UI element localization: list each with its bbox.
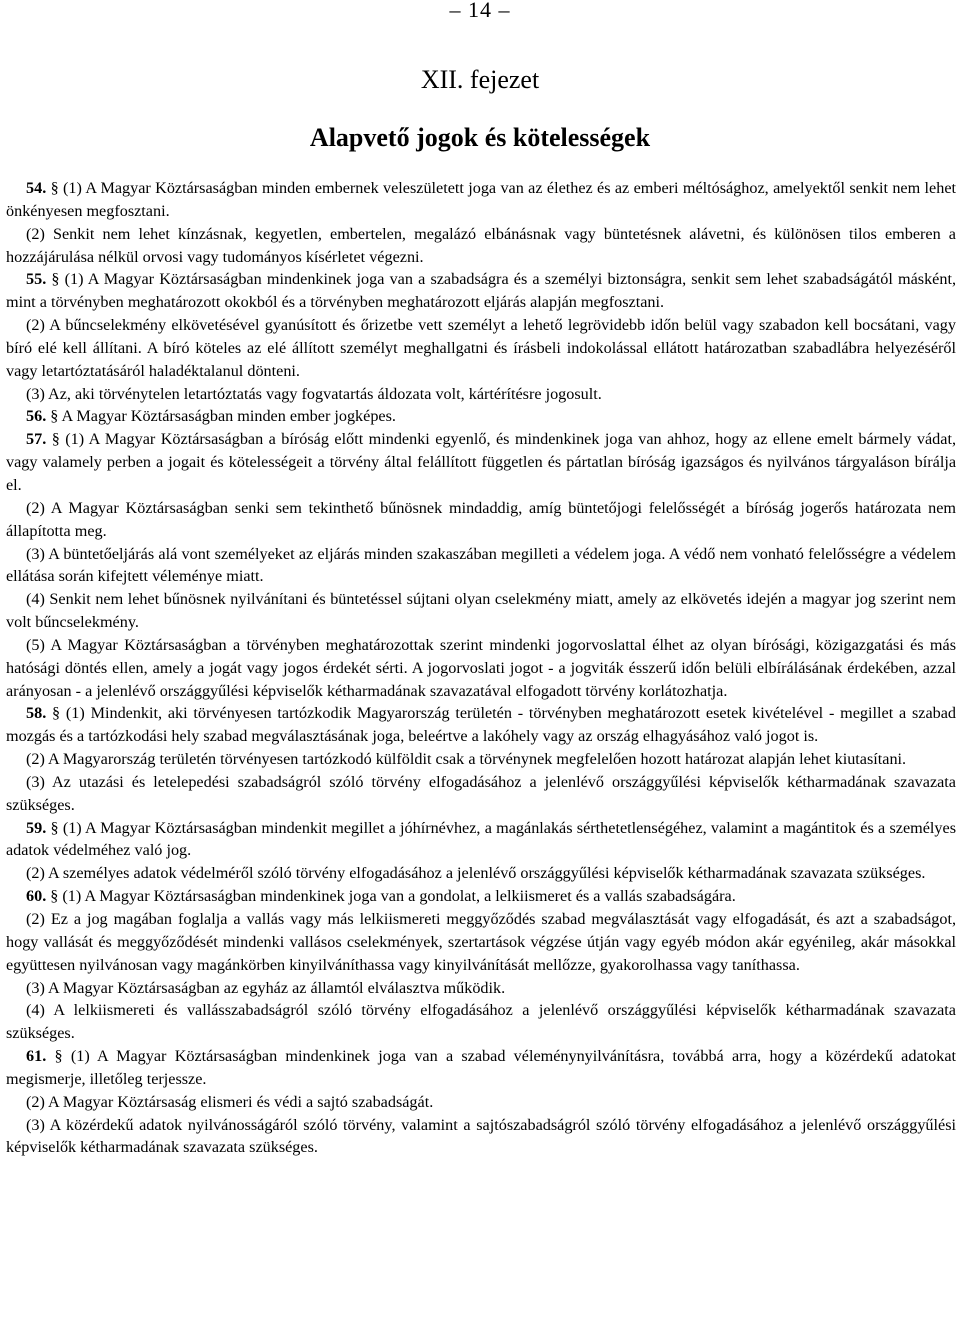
paragraph [6, 1091, 956, 1114]
paragraph [6, 268, 956, 314]
paragraph-text: § (1) A Magyar Köztársaságban mindenkinek joga van a szabadságra és a személyi biztonságra, senkit sem lehet szabadságától másként, mint a törvényben meghatározott okokból és a törvényben meghatározott eljárás alapján megfosztani. [6, 270, 956, 312]
article-number: 61. [26, 1047, 47, 1066]
paragraph [6, 999, 956, 1045]
paragraph [6, 1114, 956, 1160]
paragraph-text: (2) Senkit nem lehet kínzásnak, kegyetlen, embertelen, megalázó elbánásnak vagy büntetésnek alávetni, és különösen tilos emberen a hozzájárulása nélkül orvosi vagy tudományos kísérletet végezni. [6, 224, 956, 266]
section-title: Alapvető jogok és kötelességek [309, 123, 651, 152]
paragraph-text: (5) A Magyar Köztársaságban a törvényben meghatározottak szerint mindenki jogorvoslattal élhet az olyan bírósági, közigazgatási és más hatósági döntés ellen, amely a jogát vagy jogos érdekét sérti. A jogorvoslati jogot - a jogviták ésszerű időn belüli elbírálásának érdekében, azzal arányosan - a jelenlévő országgyűlési képviselők kétharmadának szavazatával elfogadott törvény korlátozhatja. [6, 635, 956, 700]
paragraph-text: § (1) A Magyar Köztársaságban a bíróság előtt mindenki egyenlő, és mindenkinek joga van ahhoz, hogy az ellene emelt bármely vádat, vagy valamely perben a jogait és kötelességeit a törvény által felállított független és pártatlan bíróság igazságos és nyilvános tárgyaláson bírálja el. [6, 430, 956, 494]
paragraph-text: (2) A Magyarország területén törvényesen tartózkodó külföldit csak a törvénynek megfelelően hozott határozat alapján lehet kiutasítani. [26, 750, 907, 769]
paragraph-text: (3) A Magyar Köztársaságban az egyház az államtól elválasztva működik. [26, 978, 506, 997]
paragraph [6, 223, 956, 269]
article-number: 56. [26, 407, 47, 426]
paragraph-text: § (1) A Magyar Köztársaságban mindenkinek joga van a gondolat, a lelkiismeret és a vallás szabadságára. [46, 887, 736, 906]
article-number: 58. [26, 704, 47, 723]
paragraph-text: (3) Az, aki törvénytelen letartóztatás vagy fogvatartás áldozata volt, kártérítésre jogosult. [26, 384, 602, 403]
paragraph [6, 314, 956, 383]
paragraph-text: § (1) A Magyar Köztársaságban minden embernek veleszületett joga van az élethez és az emberi méltósághoz, amelyektől senkit nem lehet önkényesen megfosztani. [6, 179, 956, 220]
paragraph-text: (4) Senkit nem lehet bűnösnek nyilvánítani és büntetéssel sújtani olyan cselekmény miatt, amely az elkövetés idején a magyar jog szerint nem volt bűncselekmény. [6, 590, 956, 632]
paragraph-text: § (1) A Magyar Köztársaságban mindenkinek joga van a szabad véleménynyilvánításra, továbbá arra, hogy a közérdekű adatokat megismerje, illetőleg terjessze. [6, 1047, 956, 1088]
page-number: – 14 – [449, 0, 511, 22]
article-number: 55. [26, 270, 47, 289]
paragraph [6, 543, 956, 589]
paragraph [6, 588, 956, 634]
paragraph [6, 634, 956, 703]
paragraph-text: (2) A Magyar Köztársaságban senki sem tekinthető bűnösnek mindaddig, amíg büntetőjogi felelősségét a bíróság jogerős határozata nem állapította meg. [6, 498, 956, 540]
article-number: 60. [26, 887, 47, 906]
paragraph-text: (3) A büntetőeljárás alá vont személyeket az eljárás minden szakaszában megilleti a védelem joga. A védő nem vonható felelősségre a védelem ellátása során kifejtett véleménye miatt. [6, 544, 956, 586]
article-number: 54. [26, 179, 47, 197]
paragraph [6, 497, 956, 543]
paragraph-text: (2) A bűncselekmény elkövetésével gyanúsított és őrizetbe vett személyt a lehető legrövidebb időn belül vagy szabadon kell bocsátani, vagy bíró elé kell állítani. A bíró köteles az elé állított személyt meghallgatni és írásbeli indokolással ellátott határozatban szabadlábra helyezéséről vagy letartóztatásáról haladéktalanul dönteni. [6, 316, 956, 380]
paragraph [6, 177, 956, 223]
paragraph-text: (2) A személyes adatok védelméről szóló törvény elfogadásához a jelenlévő országgyűlési képviselők kétharmadának szavazata szükséges. [26, 864, 926, 883]
paragraph-text: § (1) A Magyar Köztársaságban mindenkit megillet a jóhírnévhez, a magánlakás sérthetetlenségéhez, valamint a magántitok és a személyes adatok védelméhez való jog. [6, 818, 956, 860]
paragraph-text: (4) A lelkiismereti és vallásszabadságról szóló törvény elfogadásához a jelenlévő országgyűlési képviselők kétharmadának szavazata szükséges. [6, 1001, 956, 1043]
paragraph [6, 771, 956, 817]
paragraph [6, 748, 956, 771]
paragraph [6, 1045, 956, 1091]
paragraph [6, 908, 956, 977]
paragraph [6, 817, 956, 863]
chapter-heading: XII. fejezet [420, 65, 540, 94]
body-text [6, 177, 956, 1159]
paragraph-text: § A Magyar Köztársaságban minden ember jogképes. [46, 407, 396, 426]
paragraph-text: § (1) Mindenkit, aki törvényesen tartózkodik Magyarország területén - törvényben meghatározott esetek kivételével - megillet a szabad mozgás és a tartózkodási hely szabad megválasztásának joga, beleértve a lakóhely vagy az ország elhagyásához való jogot is. [6, 704, 956, 746]
paragraph-text: (3) Az utazási és letelepedési szabadságról szóló törvény elfogadásához a jelenlévő országgyűlési képviselők kétharmadának szavazata szükséges. [6, 772, 956, 814]
article-number: 59. [26, 818, 47, 837]
paragraph-text: (2) A Magyar Köztársaság elismeri és védi a sajtó szabadságát. [26, 1092, 434, 1111]
paragraph [6, 428, 956, 497]
paragraph [6, 977, 956, 1000]
paragraph-text: (2) Ez a jog magában foglalja a vallás vagy más lelkiismereti meggyőződés szabad megválasztását vagy elfogadását, és azt a szabadságot, hogy vallását és meggyőződését mindenki vallásos cselekmények, szertartások végzése útján vagy egyéb módon akár egyénileg, akár másokkal együttesen nyilvánosan vagy magánkörben kinyilváníthassa vagy kinyilvánítását mellőzze, gyakorolhassa vagy taníthassa. [6, 910, 956, 974]
paragraph [6, 885, 956, 908]
paragraph [6, 862, 956, 885]
paragraph [6, 383, 956, 406]
article-number: 57. [26, 430, 47, 449]
paragraph [6, 702, 956, 748]
paragraph-text: (3) A közérdekű adatok nyilvánosságáról szóló törvény, valamint a sajtószabadságról szóló törvény elfogadásához a jelenlévő országgyűlési képviselők kétharmadának szavazata szükséges. [6, 1115, 956, 1157]
paragraph [6, 405, 956, 428]
